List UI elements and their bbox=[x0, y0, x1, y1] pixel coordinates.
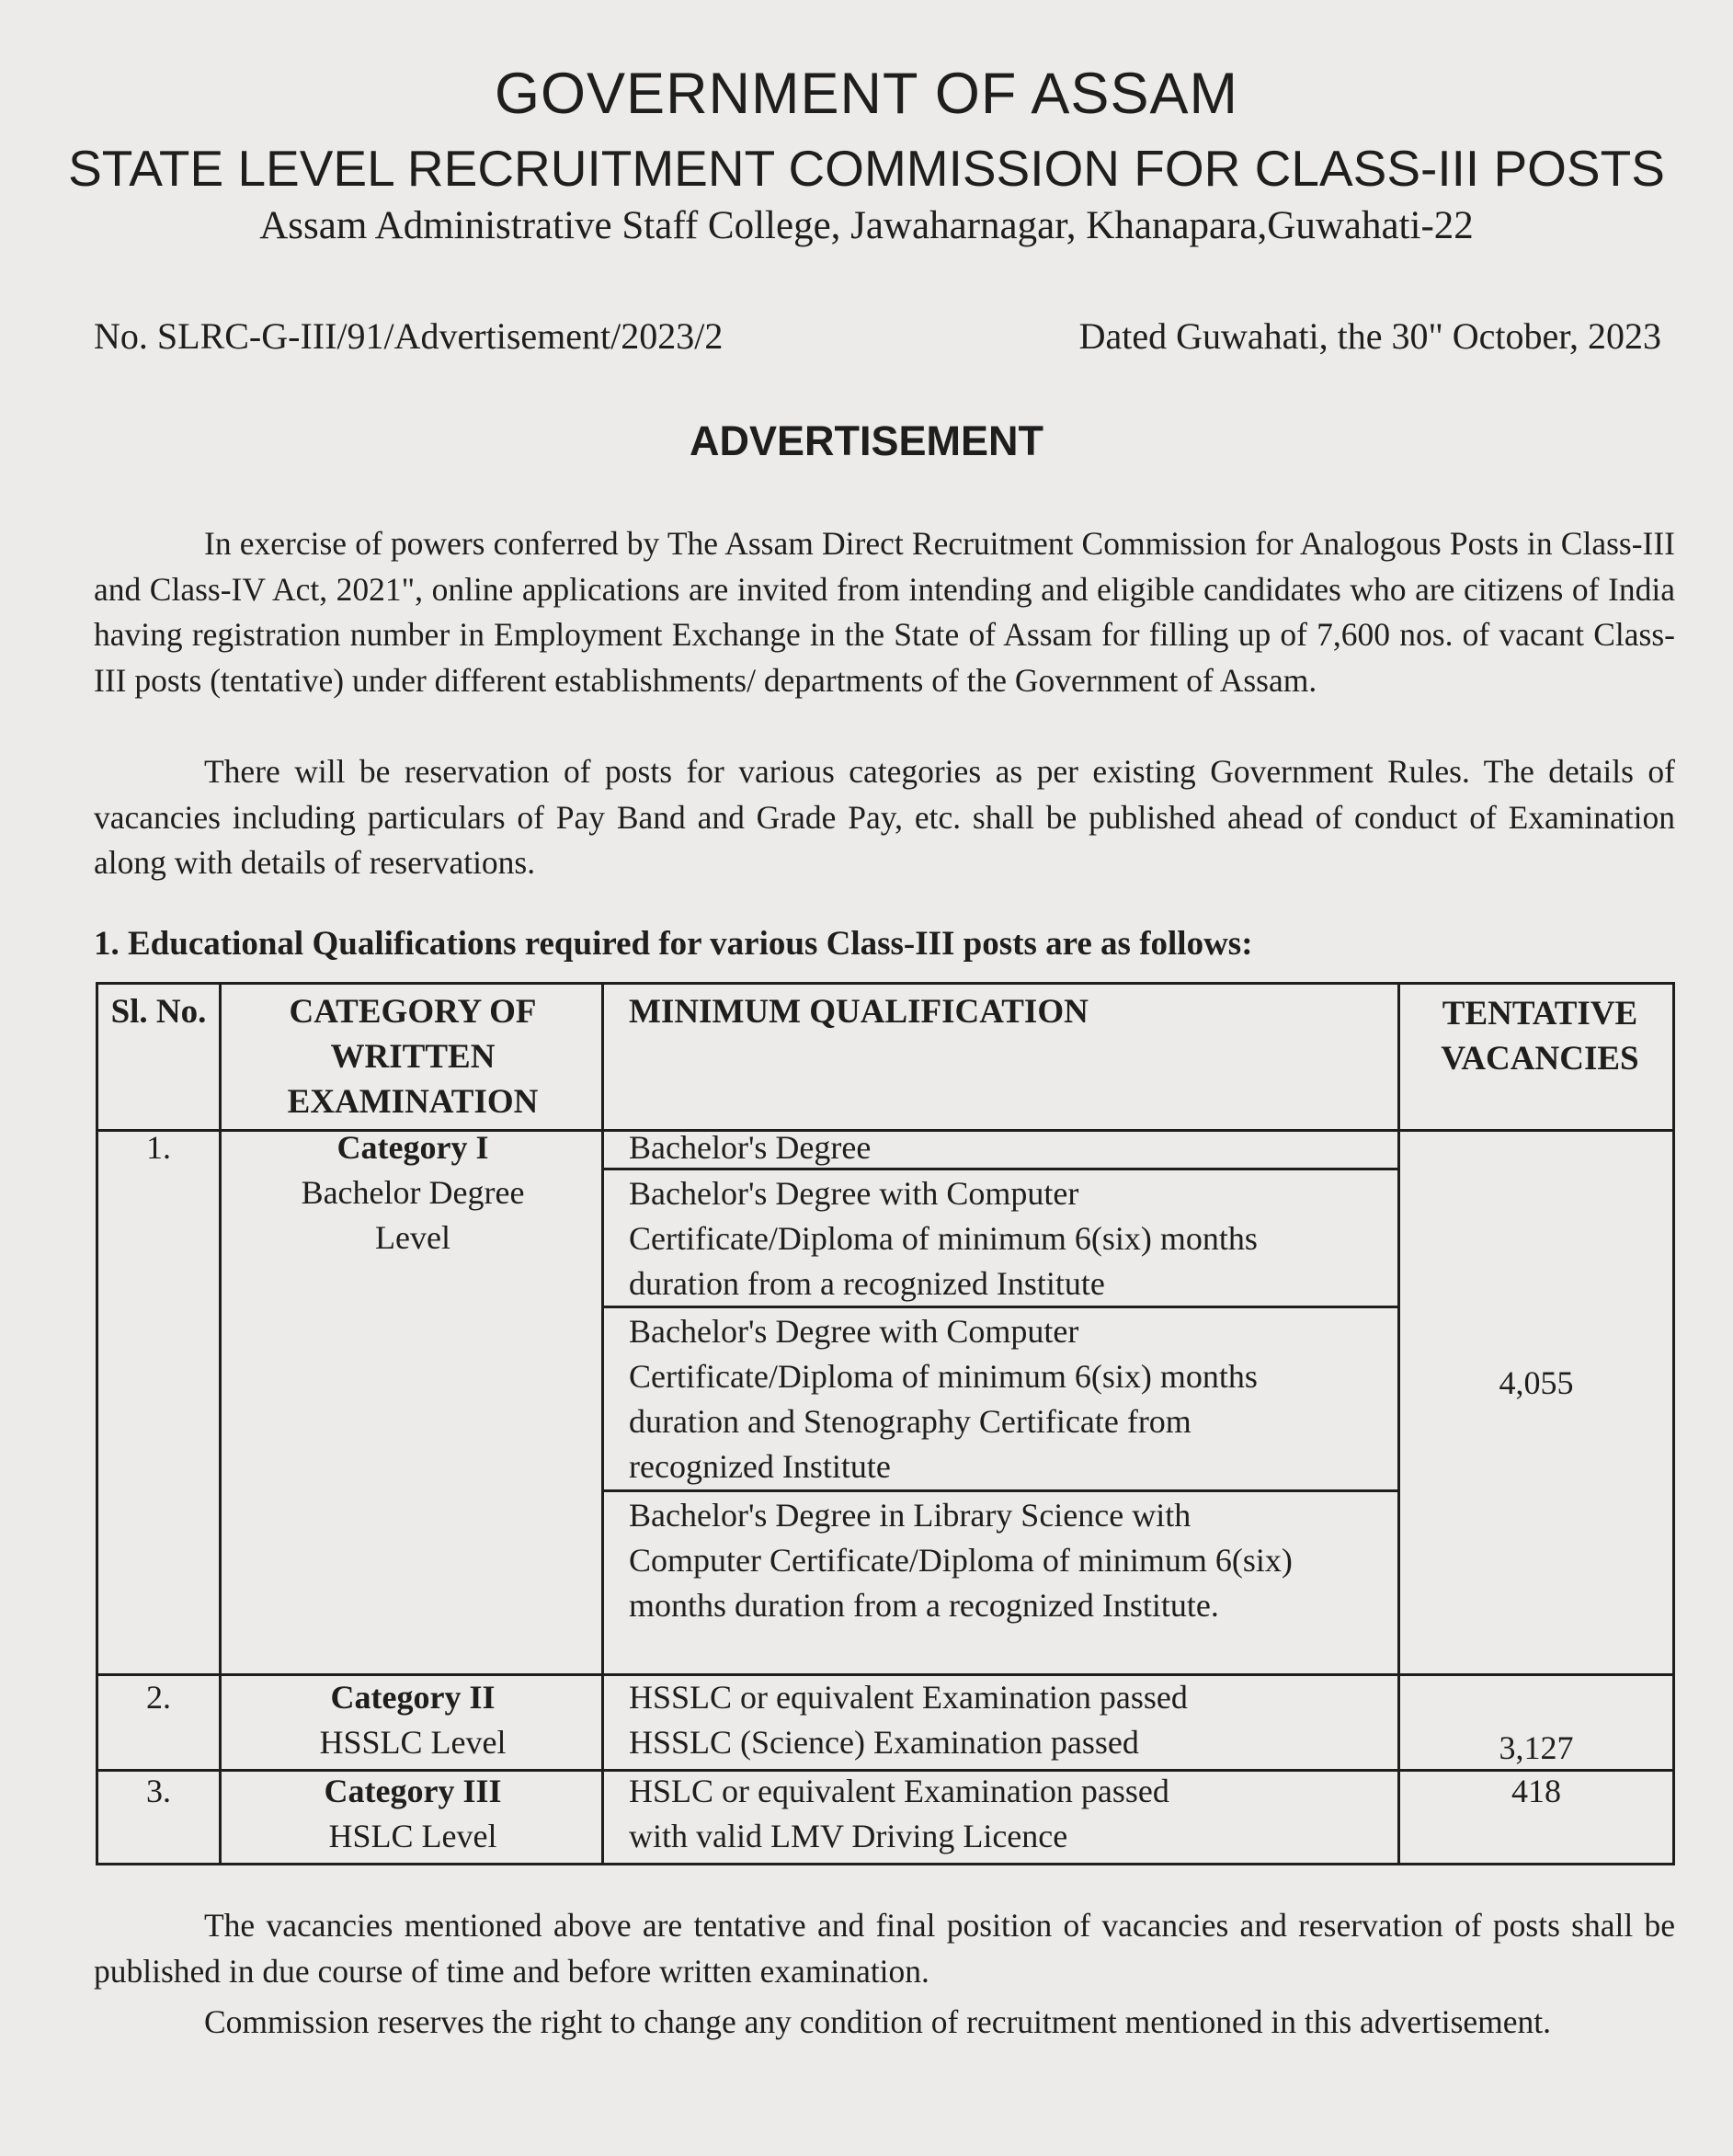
intro-paragraph: In exercise of powers conferred by The Assam Direct Recruitment Commission for Analogous Posts in Class-III and Class-IV Act, 2021", online applications are invited from intending and eligible candidates who are citizens of India having registration number in Employment Exchange in the State of Assam for filling up of 7,600 nos. of vacant Class-III posts (tentative) under different establishments/ departments of the Government of Assam. bbox=[94, 525, 1675, 699]
row-1-vacancies: 4,055 bbox=[1499, 1364, 1574, 1401]
advertisement-title: ADVERTISEMENT bbox=[689, 417, 1044, 464]
header-sl-no: Sl. No. bbox=[110, 993, 207, 1031]
table-border-right bbox=[1672, 982, 1675, 1865]
row-1-category-level: Bachelor Degree Level bbox=[301, 1174, 525, 1256]
table-border-bottom bbox=[96, 1863, 1675, 1865]
row-3-sl-no: 3. bbox=[146, 1773, 171, 1809]
section-heading: 1. Educational Qualifications required for various Class-III posts are as follows: bbox=[94, 925, 1253, 963]
row-1-sl-no: 1. bbox=[146, 1129, 171, 1166]
sub-row-divider bbox=[601, 1489, 1400, 1492]
row-3-category-level: HSLC Level bbox=[328, 1818, 497, 1854]
header-category: CATEGORY OF WRITTEN EXAMINATION bbox=[287, 993, 539, 1121]
header-qualification: MINIMUM QUALIFICATION bbox=[629, 993, 1089, 1031]
table-border-left bbox=[96, 982, 98, 1865]
qualification-table bbox=[96, 982, 1675, 1865]
column-divider bbox=[601, 982, 604, 1865]
vacancies-note: The vacancies mentioned above are tentative and final position of vacancies and reservation of posts shall be published in due course of time and before written examination. bbox=[94, 1907, 1675, 1990]
header-vacancies: TENTATIVE VACANCIES bbox=[1441, 995, 1639, 1078]
row-3-vacancies: 418 bbox=[1511, 1773, 1561, 1809]
row-3-qualification-1: HSLC or equivalent Examination passed with valid LMV Driving Licence bbox=[629, 1773, 1169, 1854]
row-1-qualification-2: Bachelor's Degree with Computer Certificate/Diploma of minimum 6(six) months duration from a recognized Institute bbox=[629, 1175, 1258, 1302]
row-2-vacancies: 3,127 bbox=[1499, 1729, 1574, 1766]
row-1-qualification-4: Bachelor's Degree in Library Science with Computer Certificate/Diploma of minimum 6(six) months duration from a recognized Institute. bbox=[629, 1497, 1293, 1624]
row-1-category-name: Category I bbox=[336, 1129, 489, 1166]
row-2-qualification-2: HSSLC (Science) Examination passed bbox=[629, 1724, 1139, 1761]
row-1-qualification-3: Bachelor's Degree with Computer Certificate/Diploma of minimum 6(six) months duration and Stenography Certificate from recognized Institute bbox=[629, 1313, 1258, 1485]
government-title: GOVERNMENT OF ASSAM bbox=[495, 62, 1238, 126]
table-border-top bbox=[96, 982, 1675, 985]
row-3-category-name: Category III bbox=[324, 1773, 502, 1809]
commission-rights-note: Commission reserves the right to change any condition of recruitment mentioned in this advertisement. bbox=[204, 2003, 1552, 2040]
column-divider bbox=[219, 982, 222, 1865]
row-2-category-name: Category II bbox=[330, 1679, 496, 1716]
issue-date: Dated Guwahati, the 30" October, 2023 bbox=[1078, 315, 1661, 357]
commission-title: STATE LEVEL RECRUITMENT COMMISSION FOR CLASS-III POSTS bbox=[68, 140, 1665, 197]
row-2-sl-no: 2. bbox=[146, 1679, 171, 1716]
row-2-category-level: HSSLC Level bbox=[319, 1724, 507, 1761]
reservation-paragraph: There will be reservation of posts for various categories as per existing Government Rules. The details of vacancies including particulars of Pay Band and Grade Pay, etc. shall be published ahead of conduct of Examination along with details of reservations. bbox=[94, 753, 1675, 881]
row-2-qualification-1: HSSLC or equivalent Examination passed bbox=[629, 1679, 1188, 1716]
reference-number: No. SLRC-G-III/91/Advertisement/2023/2 bbox=[94, 315, 724, 357]
commission-address: Assam Administrative Staff College, Jawaharnagar, Khanapara,Guwahati-22 bbox=[259, 204, 1474, 247]
row-1-qualification-1: Bachelor's Degree bbox=[629, 1129, 872, 1166]
